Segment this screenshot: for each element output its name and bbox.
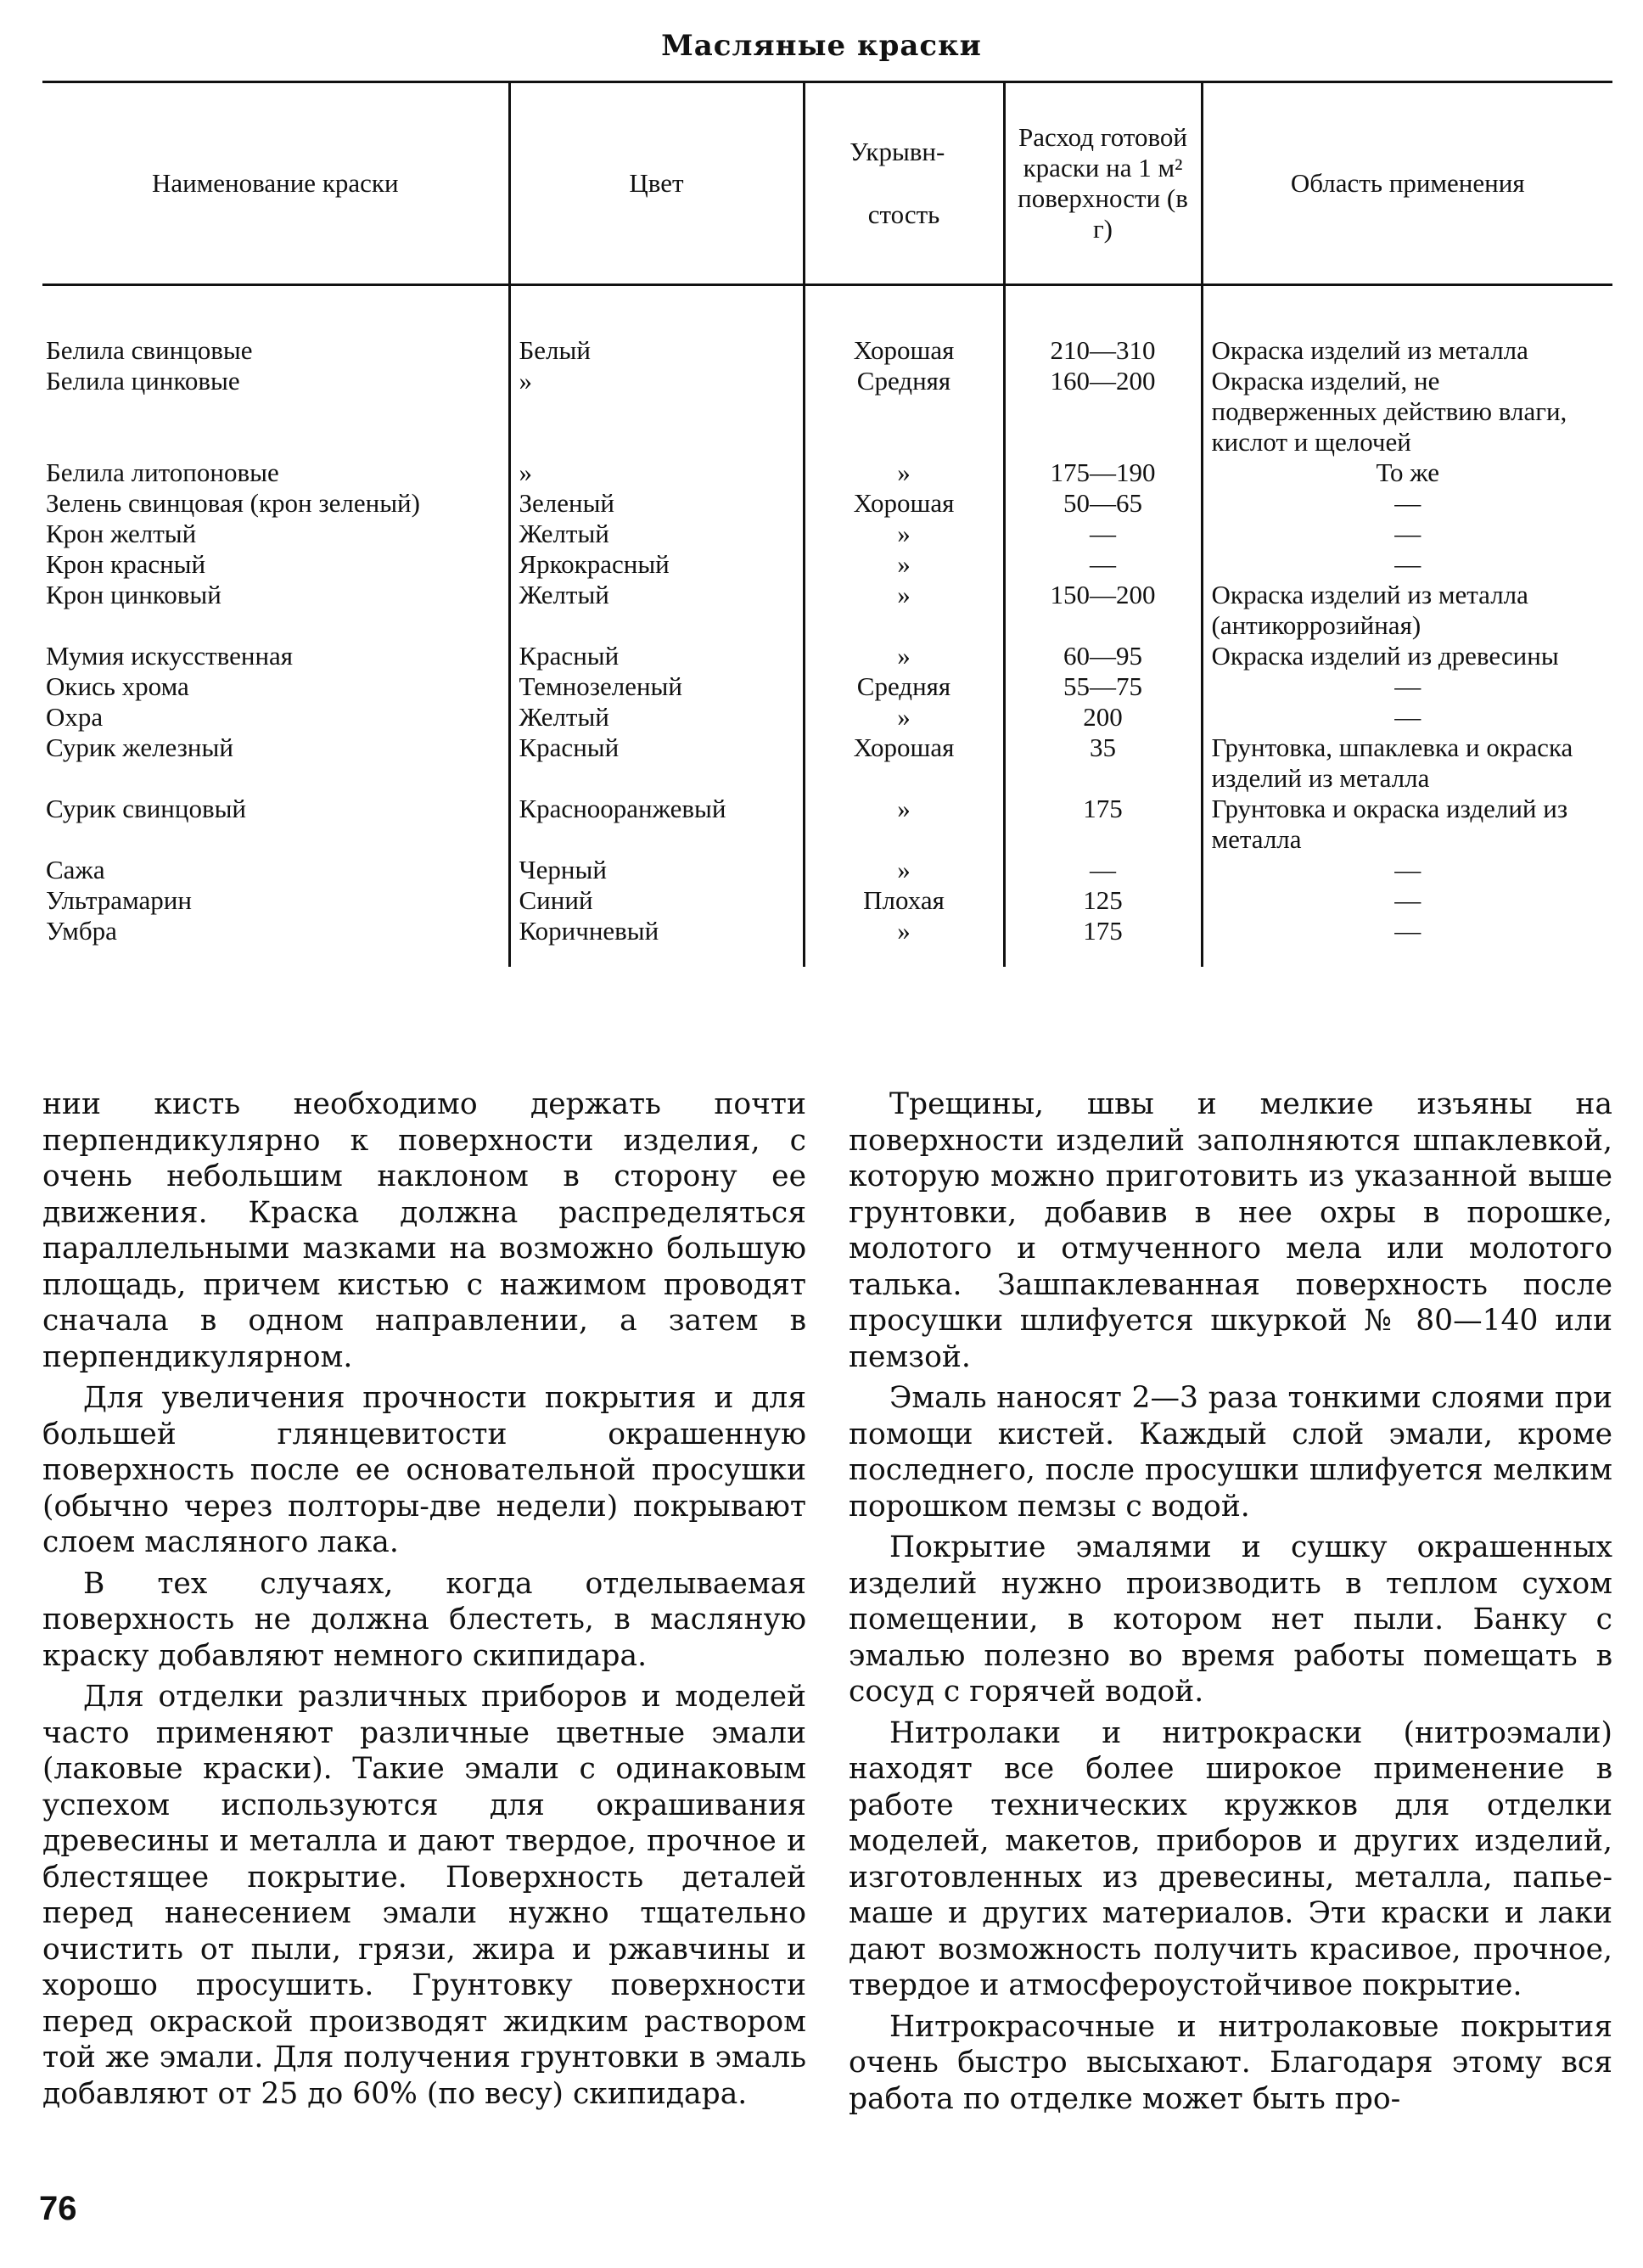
cell-coverage: Средняя (804, 671, 1004, 702)
cell-color: Зеленый (509, 488, 804, 519)
header-name: Наименование краски (151, 168, 399, 198)
cell-color: Желтый (509, 580, 804, 641)
cell-coverage: » (804, 549, 1004, 580)
cell-name: Сурик свинцовый (46, 794, 247, 823)
table-row (42, 702, 1612, 733)
cell-color: » (509, 366, 804, 458)
cell-consumption: 200 (1004, 702, 1202, 733)
table-row (42, 285, 1612, 367)
cell-color: Черный (509, 855, 804, 885)
cell-consumption: — (1004, 519, 1202, 549)
cell-color: Коричневый (509, 916, 804, 967)
cell-coverage: » (804, 458, 1004, 488)
cell-name: Крон желтый (46, 519, 197, 548)
cell-consumption: 160—200 (1004, 366, 1202, 458)
paragraph: Трещины, швы и мелкие изъяны на поверхности изделий заполняются шпаклевкой, которую можно приготовить из указанной выше грунтовки, добавив в нее охры в порошке, молотого и отмученного мела или молотого талька. Зашпаклеванная поверхность после просушки шлифуется шкуркой № 80—140 или пемзой. (849, 1087, 1612, 1374)
table-row (42, 641, 1612, 671)
cell-name: Белила литопоновые (46, 458, 279, 487)
cell-consumption: — (1004, 855, 1202, 885)
cell-application: — (1202, 916, 1612, 967)
table-row (42, 916, 1612, 967)
table-row (42, 580, 1612, 641)
cell-color: Красный (509, 641, 804, 671)
cell-coverage: » (804, 580, 1004, 641)
cell-name: Ультрамарин (46, 885, 192, 915)
table-body (42, 285, 1612, 968)
cell-name: Мумия искусственная (46, 641, 294, 671)
table-row (42, 885, 1612, 916)
cell-coverage: Хорошая (804, 285, 1004, 367)
cell-application: — (1202, 671, 1612, 702)
oil-paints-table (42, 81, 1612, 967)
left-column (42, 1086, 806, 2164)
cell-name: Окись хрома (46, 671, 189, 701)
cell-consumption: 175 (1004, 794, 1202, 855)
table-row (42, 488, 1612, 519)
cell-name: Зелень свинцовая (крон зеленый) (46, 488, 420, 518)
table-row (42, 855, 1612, 885)
cell-consumption: 125 (1004, 885, 1202, 916)
cell-name: Сажа (46, 855, 105, 884)
cell-name: Крон красный (46, 549, 206, 579)
cell-coverage: » (804, 916, 1004, 967)
table-row (42, 794, 1612, 855)
cell-color: Синий (509, 885, 804, 916)
table-row (42, 458, 1612, 488)
cell-coverage: Средняя (804, 366, 1004, 458)
cell-application: Грунтовка, шпаклевка и окраска изделий из металла (1202, 733, 1612, 794)
cell-consumption: 35 (1004, 733, 1202, 794)
cell-application: — (1202, 855, 1612, 885)
cell-color: » (509, 458, 804, 488)
paragraph: Для увеличения прочности покрытия и для большей глянцевитости окрашенную поверхность после ее основательной просушки (обычно через полторы-две недели) покрывают слоем масляного лака. (42, 1381, 806, 1559)
cell-color: Яркокрасный (509, 549, 804, 580)
table-title: Масляные краски (661, 29, 982, 63)
cell-color: Белый (509, 285, 804, 367)
cell-consumption: 55—75 (1004, 671, 1202, 702)
body-text (42, 1086, 1612, 2164)
cell-application: — (1202, 549, 1612, 580)
header-coverage: Укрывн- стость (804, 82, 1004, 285)
paragraph: Для отделки различных приборов и моделей часто применяют различные цветные эмали (лаковые краски). Такие эмали с одинаковым успехом используются для окрашивания древесины и металла и дают твердое, прочное и блестящее покрытие. Поверхность деталей перед нанесением эмали нужно тщательно очистить от пыли, грязи, жира и ржавчины и хорошо просушить. Грунтовку поверхности перед окраской производят жидким раствором той же эмали. Для получения грунтовки в эмаль добавляют от 25 до 60% (по весу) скипидара. (42, 1680, 806, 2111)
header-color: Цвет (509, 82, 804, 285)
cell-coverage: Плохая (804, 885, 1004, 916)
cell-name: Крон цинковый (46, 580, 221, 609)
table-row (42, 733, 1612, 794)
cell-name: Сурик железный (46, 733, 233, 762)
cell-application: То же (1202, 458, 1612, 488)
paragraph: Эмаль наносят 2—3 раза тонкими слоями при помощи кистей. Каждый слой эмали, кроме последнего, после просушки шлифуется мелким порошком пемзы с водой. (849, 1381, 1612, 1524)
header-consumption: Расход готовой краски на 1 м² поверхности (в г) (1004, 82, 1202, 285)
cell-color: Краснооранжевый (509, 794, 804, 855)
cell-application: — (1202, 702, 1612, 733)
paragraph: Покрытие эмалями и сушку окрашенных изделий нужно производить в теплом сухом помещении, в котором нет пыли. Банку с эмалью полезно во время работы помещать в сосуд с горячей водой. (849, 1530, 1612, 1709)
paragraph: Нитролаки и нитрокраски (нитроэмали) находят все более широкое применение в работе технических кружков для отделки моделей, макетов, приборов и других изделий, изготовленных из древесины, металла, папье-маше и других материалов. Эти краски и лаки дают возможность получить красивое, прочное, твердое и атмосфероустойчивое покрытие. (849, 1715, 1612, 2002)
paragraph: В тех случаях, когда отделываемая поверхность не должна блестеть, в масляную краску добавляют немного скипидара. (42, 1566, 806, 1673)
paragraph: Нитрокрасочные и нитролаковые покрытия очень быстро высыхают. Благодаря этому вся работа по отделке может быть про- (849, 2009, 1612, 2116)
cell-consumption: 175 (1004, 916, 1202, 967)
cell-coverage: Хорошая (804, 488, 1004, 519)
cell-name: Охра (46, 702, 104, 732)
table-header (42, 82, 1612, 285)
table-row (42, 519, 1612, 549)
cell-color: Желтый (509, 519, 804, 549)
cell-consumption: 210—310 (1004, 285, 1202, 367)
header-application: Область применения (1202, 82, 1612, 285)
cell-color: Темнозеленый (509, 671, 804, 702)
cell-coverage: » (804, 702, 1004, 733)
cell-consumption: 175—190 (1004, 458, 1202, 488)
table-row (42, 366, 1612, 458)
cell-application: Окраска изделий из металла (1202, 285, 1612, 367)
cell-color: Желтый (509, 702, 804, 733)
cell-consumption: — (1004, 549, 1202, 580)
cell-name: Белила цинковые (46, 366, 240, 396)
cell-coverage: » (804, 519, 1004, 549)
cell-coverage: Хорошая (804, 733, 1004, 794)
table-row (42, 549, 1612, 580)
cell-consumption: 150—200 (1004, 580, 1202, 641)
cell-coverage: » (804, 641, 1004, 671)
cell-application: — (1202, 519, 1612, 549)
paragraph: нии кисть необходимо держать почти перпендикулярно к поверхности изделия, с очень небольшим наклоном в сторону ее движения. Краска должна распределяться параллельными мазками на возможно большую площадь, причем кистью с нажимом проводят сначала в одном направлении, а затем в перпендикулярном. (42, 1087, 806, 1374)
right-column (849, 1086, 1612, 2164)
cell-application: — (1202, 885, 1612, 916)
cell-name: Белила свинцовые (46, 335, 253, 365)
cell-consumption: 60—95 (1004, 641, 1202, 671)
cell-application: Окраска изделий из металла (антикоррозийная) (1202, 580, 1612, 641)
cell-coverage: » (804, 855, 1004, 885)
cell-application: — (1202, 488, 1612, 519)
cell-name: Умбра (46, 916, 117, 946)
cell-application: Окраска изделий из древесины (1202, 641, 1612, 671)
cell-consumption: 50—65 (1004, 488, 1202, 519)
page-number: 76 (39, 2190, 77, 2227)
cell-application: Окраска изделий, не подверженных действию влаги, кислот и щелочей (1202, 366, 1612, 458)
cell-application: Грунтовка и окраска изделий из металла (1202, 794, 1612, 855)
table-row (42, 671, 1612, 702)
cell-color: Красный (509, 733, 804, 794)
cell-coverage: » (804, 794, 1004, 855)
